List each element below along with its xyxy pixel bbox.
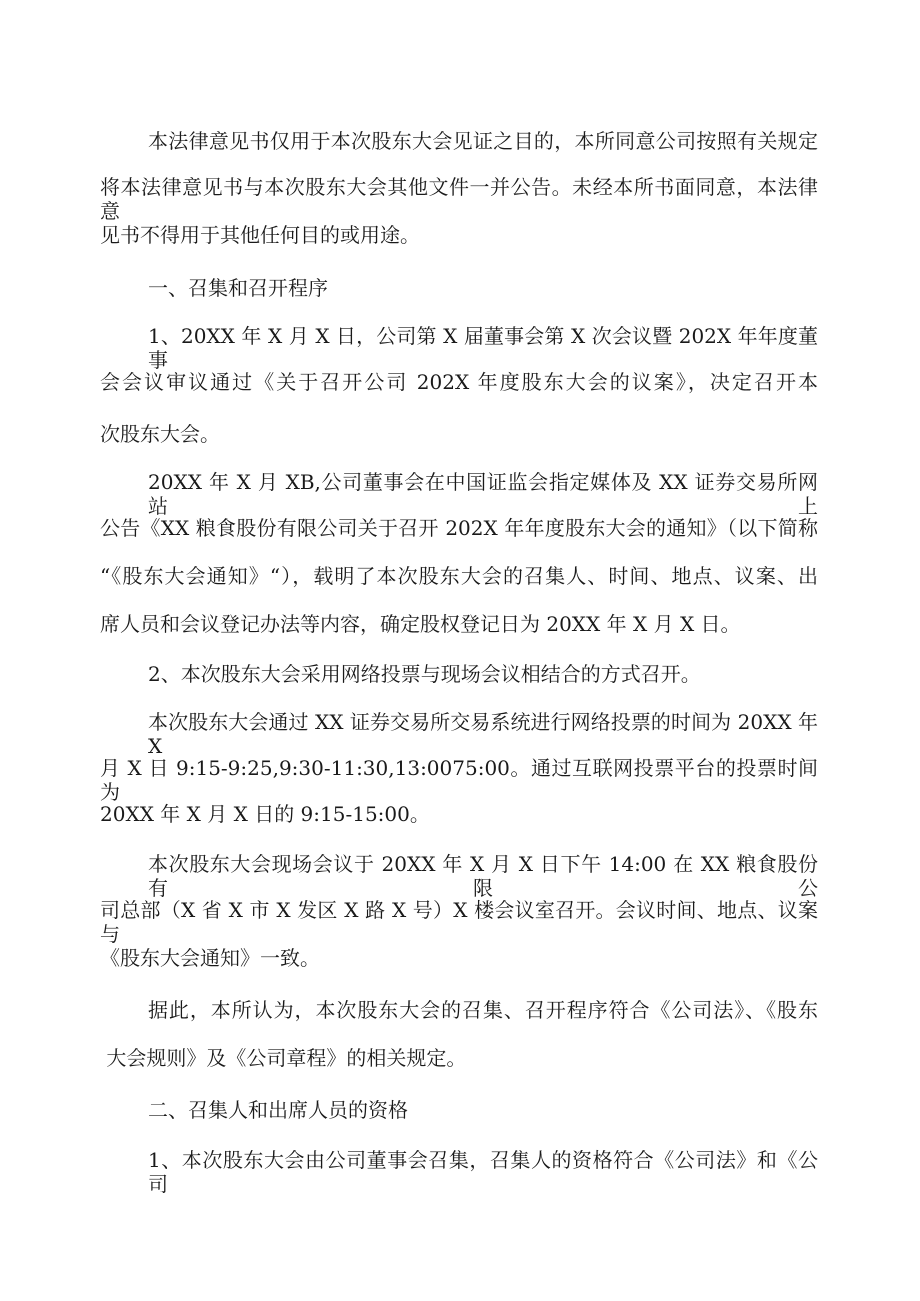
text-line: 次股东大会。 bbox=[100, 422, 220, 446]
text-line: 《股东大会通知》一致。 bbox=[100, 946, 320, 970]
paragraph-convener: 1、本次股东大会由公司董事会召集，召集人的资格符合《公司法》和《公司 bbox=[148, 1148, 818, 1196]
text-line: 席人员和会议登记办法等内容，确定股权登记日为 20XX 年 X 月 X 日。 bbox=[100, 612, 741, 636]
text-line: 20XX 年 X 月 X 日的 9:15-15:00。 bbox=[100, 802, 430, 826]
text-line: 公告《XX 粮食股份有限公司关于召开 202X 年年度股东大会的通知》（以下简称 bbox=[100, 516, 818, 540]
text-line: 据此，本所认为，本次股东大会的召集、召开程序符合《公司法》、《股东 bbox=[148, 998, 818, 1022]
text-line: 大会规则》及《公司章程》的相关规定。 bbox=[100, 1046, 467, 1070]
text-line: 本法律意见书仅用于本次股东大会见证之目的，本所同意公司按照有关规定 bbox=[148, 129, 818, 153]
text-line: 见书不得用于其他任何目的或用途。 bbox=[100, 223, 420, 247]
paragraph-voting-method: 2、本次股东大会采用网络投票与现场会议相结合的方式召开。 bbox=[148, 662, 701, 686]
text-line: 20XX 年 X 月 XB,公司董事会在中国证监会指定媒体及 XX 证券交易所网站上 bbox=[148, 470, 818, 518]
text-line: 月 X 日 9:15-9:25,9:30-11:30,13:0075:00。通过互联网投票平台的投票时间为 bbox=[100, 756, 818, 804]
text-line: 1、20XX 年 X 月 X 日，公司第 X 届董事会第 X 次会议暨 202X 年年度董事 bbox=[148, 324, 818, 372]
text-line: 本次股东大会现场会议于 20XX 年 X 月 X 日下午 14:00 在 XX 粮食股份有限公 bbox=[148, 852, 818, 900]
text-line: 司总部（X 省 X 市 X 发区 X 路 X 号）X 楼会议室召开。会议时间、地点、议案与 bbox=[100, 898, 818, 946]
text-line: “《股东大会通知》“），载明了本次股东大会的召集人、时间、地点、议案、出 bbox=[100, 564, 818, 588]
text-line: 本次股东大会通过 XX 证券交易所交易系统进行网络投票的时间为 20XX 年 X bbox=[148, 710, 818, 758]
section-heading-2: 二、召集人和出席人员的资格 bbox=[148, 1098, 408, 1122]
section-heading-1: 一、召集和召开程序 bbox=[148, 276, 328, 300]
text-line: 将本法律意见书与本次股东大会其他文件一并公告。未经本所书面同意，本法律意 bbox=[100, 175, 818, 223]
text-line: 会会议审议通过《关于召开公司 202X 年度股东大会的议案》，决定召开本 bbox=[100, 370, 818, 394]
